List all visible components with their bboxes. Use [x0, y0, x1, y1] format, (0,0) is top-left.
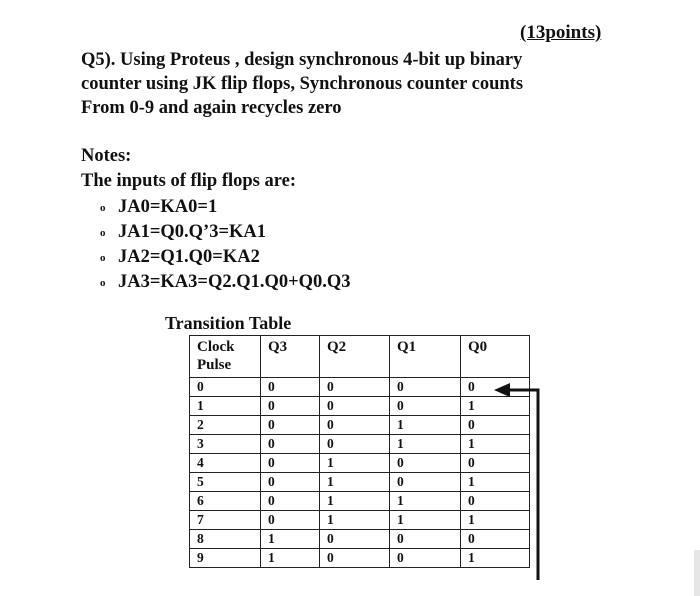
header-q0: Q0	[461, 336, 530, 378]
cell-q0: 0	[461, 378, 530, 397]
cell-q0: 1	[461, 511, 530, 530]
equation-text: JA1=Q0.Q’3=KA1	[118, 222, 267, 242]
table-row	[190, 378, 530, 397]
table-row	[190, 473, 530, 492]
notes-title: Notes:	[81, 146, 132, 166]
table-row	[190, 416, 530, 435]
question-text	[81, 48, 641, 120]
cell-q1: 0	[390, 530, 461, 549]
cell-clock: 3	[190, 435, 261, 454]
cell-clock: 7	[190, 511, 261, 530]
equation-item	[100, 245, 351, 270]
cell-q2: 0	[320, 530, 390, 549]
cell-clock: 5	[190, 473, 261, 492]
cell-q3: 0	[261, 378, 320, 397]
cell-q3: 0	[261, 473, 320, 492]
cell-q3: 0	[261, 492, 320, 511]
cell-q2: 0	[320, 549, 390, 568]
cell-q2: 1	[320, 492, 390, 511]
equation-item	[100, 220, 351, 245]
cell-q1: 0	[390, 549, 461, 568]
table-row	[190, 492, 530, 511]
cell-q3: 1	[261, 530, 320, 549]
cell-q1: 0	[390, 397, 461, 416]
header-q1: Q1	[390, 336, 461, 378]
cell-clock: 8	[190, 530, 261, 549]
cell-clock: 1	[190, 397, 261, 416]
header-clock-pulse	[190, 336, 261, 378]
question-line: From 0-9 and again recycles zero	[81, 98, 342, 118]
header-clock-line1: Clock	[197, 339, 235, 355]
circle-bullet-icon: o	[100, 251, 106, 264]
cell-q1: 0	[390, 473, 461, 492]
cell-clock: 0	[190, 378, 261, 397]
table-row	[190, 397, 530, 416]
cell-q3: 0	[261, 511, 320, 530]
cell-q1: 1	[390, 511, 461, 530]
cell-q2: 1	[320, 511, 390, 530]
cell-q2: 1	[320, 454, 390, 473]
table-row	[190, 435, 530, 454]
cell-q3: 0	[261, 397, 320, 416]
circle-bullet-icon: o	[100, 276, 106, 289]
equation-text: JA0=KA0=1	[118, 197, 218, 217]
cell-q0: 1	[461, 473, 530, 492]
cell-q1: 1	[390, 416, 461, 435]
cell-q0: 1	[461, 397, 530, 416]
circle-bullet-icon: o	[100, 226, 106, 239]
cell-q3: 0	[261, 416, 320, 435]
cell-q1: 1	[390, 492, 461, 511]
table-header-row	[190, 336, 530, 378]
equation-item	[100, 270, 351, 295]
cell-clock: 2	[190, 416, 261, 435]
cell-q3: 0	[261, 435, 320, 454]
cell-clock: 6	[190, 492, 261, 511]
notes-intro: The inputs of flip flops are:	[81, 171, 297, 191]
cell-q1: 0	[390, 378, 461, 397]
table-row	[190, 454, 530, 473]
cell-q3: 1	[261, 549, 320, 568]
cell-clock: 4	[190, 454, 261, 473]
header-clock-line2: Pulse	[197, 357, 232, 373]
header-q2: Q2	[320, 336, 390, 378]
equation-text: JA3=KA3=Q2.Q1.Q0+Q0.Q3	[118, 272, 351, 292]
equation-text: JA2=Q1.Q0=KA2	[118, 247, 260, 267]
cell-q0: 0	[461, 454, 530, 473]
transition-table	[189, 335, 530, 568]
cell-q0: 1	[461, 435, 530, 454]
header-q3: Q3	[261, 336, 320, 378]
cell-q2: 0	[320, 435, 390, 454]
cell-q0: 1	[461, 549, 530, 568]
cell-q2: 0	[320, 397, 390, 416]
question-line: counter using JK flip flops, Synchronous counter counts	[81, 74, 524, 94]
cell-q3: 0	[261, 454, 320, 473]
cell-q2: 0	[320, 378, 390, 397]
edge-shadow	[694, 550, 700, 596]
recycle-arrow-icon	[490, 378, 550, 583]
table-row	[190, 549, 530, 568]
cell-q0: 0	[461, 492, 530, 511]
cell-q1: 0	[390, 454, 461, 473]
cell-q2: 0	[320, 416, 390, 435]
cell-q0: 0	[461, 416, 530, 435]
equation-item	[100, 195, 351, 220]
table-row	[190, 511, 530, 530]
cell-q2: 1	[320, 473, 390, 492]
circle-bullet-icon: o	[100, 201, 106, 214]
cell-clock: 9	[190, 549, 261, 568]
table-title: Transition Table	[165, 313, 292, 333]
cell-q1: 1	[390, 435, 461, 454]
question-line: Q5). Using Proteus , design synchronous 4-bit up binary	[81, 50, 523, 70]
cell-q0: 0	[461, 530, 530, 549]
points-label: (13points)	[520, 22, 602, 43]
table-row	[190, 530, 530, 549]
equation-list	[100, 195, 351, 295]
